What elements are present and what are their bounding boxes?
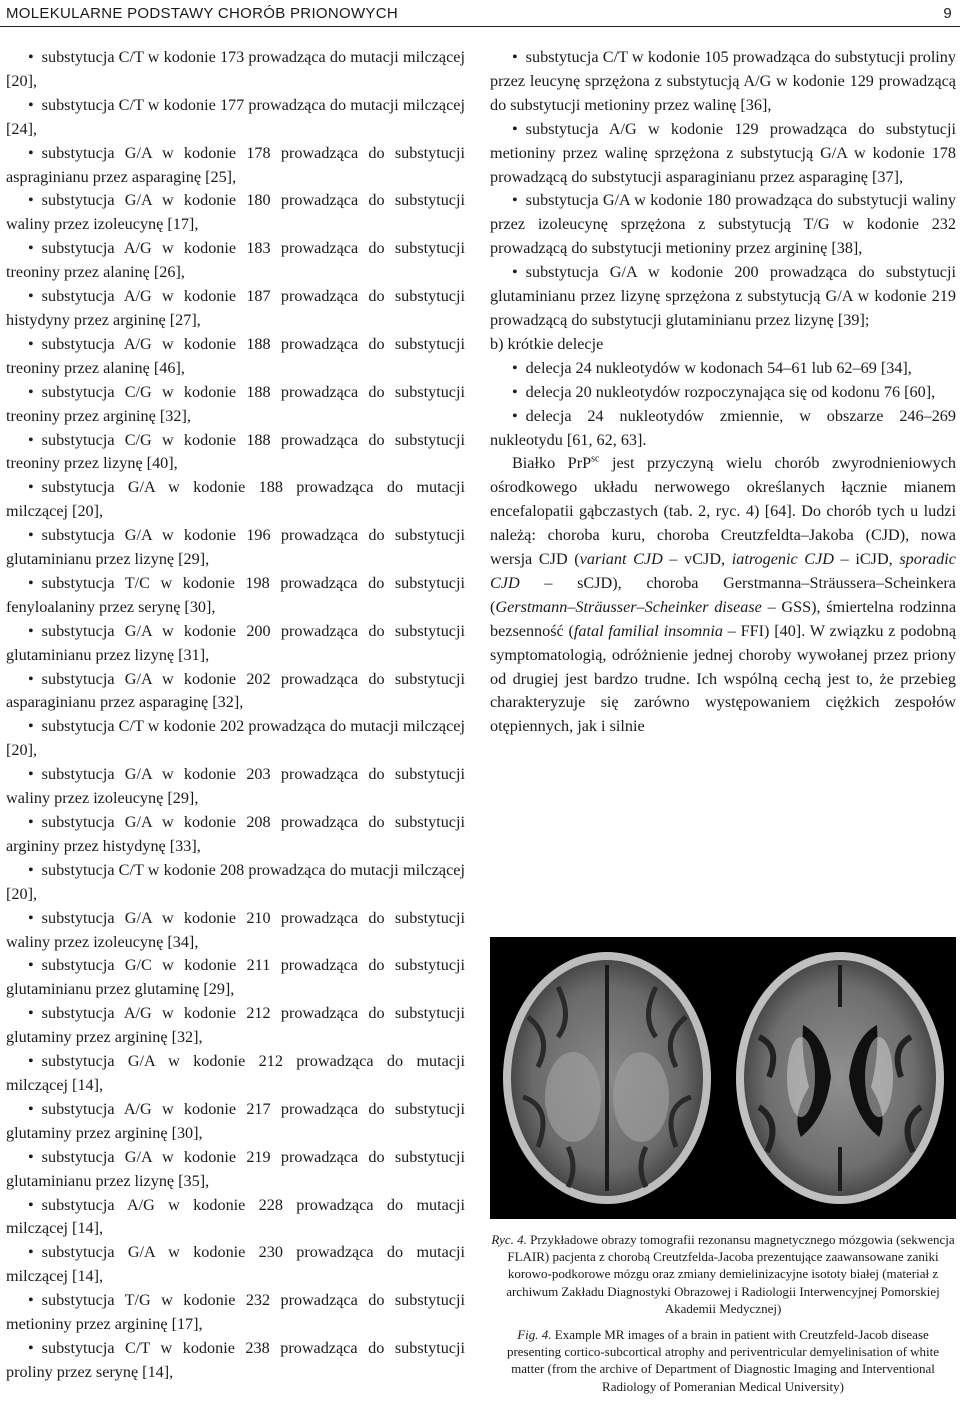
mutation-item: • substytucja G/A w kodonie 210 prowadząca do substytucji waliny przez izoleucynę [34], [6,907,465,955]
mutation-item: • substytucja A/G w kodonie 187 prowadząca do substytucji histydyny przez argininę [27], [6,285,465,333]
body-paragraph: Białko PrP$^{sc}$ jest przyczyną wielu chorób zwyrodnieniowych ośrodkowego układu nerwowego określanych łącznie mianem encefalopatii gąbczastych (tab. 2, ryc. 4) [64]. Do chorób tych u ludzi należą: choroba kuru, choroba Creutzfeldta–Jakoba (CJD), nowa wersja CJD (variant CJD – vCJD, iatrogenic CJD – iCJD, sporadic CJD – sCJD), choroba Gerstmanna–Sträussera–Scheinkera (Gerstmann–Sträusser–Scheinker disease – GSS), śmiertelna rodzinna bezsenność (fatal familial insomnia – FFI) [40]. W związku z podobną symptomatologią, odróżnienie jednej choroby wywołanej przez priony od drugiej jest bardzo trudne. Ich wspólną cechą jest to, że przebieg charakteryzuje się zarówno występowaniem ciężkich zespołów otępiennych, jak i silnie [490,454,957,736]
mutation-item: • substytucja A/G w kodonie 212 prowadząca do substytucji glutaminy przez argininę [32], [6,1002,465,1050]
mutation-item: • substytucja C/T w kodonie 202 prowadząca do mutacji milczącej [20], [6,715,465,763]
mutation-item: • substytucja G/A w kodonie 200 prowadząca do substytucji glutaminianu przez lizynę sprzężona z substytucją G/A w kodonie 219 prowadzącą do substytucji glutaminianu przez lizynę [39]; [490,261,956,333]
mutation-item: • substytucja A/G w kodonie 188 prowadząca do substytucji treoniny przez alaninę [46], [6,333,465,381]
mutation-item: • substytucja G/A w kodonie 188 prowadząca do mutacji milczącej [20], [6,476,465,524]
mutation-item: • substytucja C/T w kodonie 208 prowadząca do mutacji milczącej [20], [6,859,465,907]
mutation-item: • substytucja G/A w kodonie 180 prowadząca do substytucji waliny przez izoleucynę sprzężona z substytucją T/G w kodonie 232 prowadzącą do substytucji metioniny przez argininę [38], [490,189,956,261]
mutation-item: • substytucja G/A w kodonie 208 prowadząca do substytucji argininy przez histydynę [33], [6,811,465,859]
mutation-item: • substytucja G/A w kodonie 219 prowadząca do substytucji glutaminianu przez lizynę [35], [6,1146,465,1194]
figure-caption-en: Fig. 4. Example MR images of a brain in patient with Creutzfeld-Jacob disease presenting cortico-subcortical atrophy and periventricular demyelinisation of white matter (from the archive of Department of Diagnostic Imaging and Interventional Radiology of Pomeranian Medical University) [506,1327,940,1394]
mutation-item: • substytucja G/A w kodonie 230 prowadząca do mutacji milczącej [14], [6,1241,465,1289]
deletion-item: • delecja 24 nukleotydów zmiennie, w obszarze 246–269 nukleotydu [61, 62, 63]. [490,405,956,453]
mutation-item: • substytucja G/C w kodonie 211 prowadząca do substytucji glutaminianu przez glutaminę [29], [6,954,465,1002]
right-column [490,46,956,739]
mri-brain-image-2 [731,947,949,1209]
mutation-item: • substytucja C/T w kodonie 173 prowadząca do mutacji milczącej [20], [6,46,465,94]
mutation-item: • substytucja G/A w kodonie 180 prowadząca do substytucji waliny przez izoleucynę [17], [6,189,465,237]
subheading-deletions: b) krótkie delecje [490,334,604,353]
mutation-item: • substytucja G/A w kodonie 212 prowadząca do mutacji milczącej [14], [6,1050,465,1098]
running-header [0,0,960,26]
mutation-item: • substytucja G/A w kodonie 196 prowadząca do substytucji glutaminianu przez lizynę [29], [6,524,465,572]
mutation-item: • substytucja C/T w kodonie 177 prowadząca do mutacji milczącej [24], [6,94,465,142]
mutation-item: • substytucja A/G w kodonie 129 prowadząca do substytucji metioniny przez walinę sprzężona z substytucją G/A w kodonie 178 prowadzącą do substytucji asparaginianu przez asparaginę [37], [490,118,956,190]
left-column [6,46,465,1385]
mri-figure [490,937,956,1219]
mutation-item: • substytucja G/A w kodonie 178 prowadząca do substytucji aspraginianu przez asparaginę [25], [6,142,465,190]
running-title: MOLEKULARNE PODSTAWY CHORÓB PRIONOWYCH [6,5,399,22]
mutation-item: • substytucja A/G w kodonie 228 prowadząca do mutacji milczącej [14], [6,1194,465,1242]
mutation-item: • substytucja C/G w kodonie 188 prowadząca do substytucji treoniny przez argininę [32], [6,381,465,429]
mutation-item: • substytucja C/G w kodonie 188 prowadząca do substytucji treoniny przez lizynę [40], [6,429,465,477]
deletion-item: • delecja 24 nukleotydów w kodonach 54–61 lub 62–69 [34], [490,357,956,381]
mutation-item: • substytucja C/T w kodonie 105 prowadząca do substytucji proliny przez leucynę sprzężona z substytucją A/G w kodonie 129 prowadzącą do substytucji metioniny przez walinę [36], [490,46,956,118]
mutation-item: • substytucja G/A w kodonie 202 prowadząca do substytucji asparaginianu przez asparaginę [32], [6,668,465,716]
mutation-item: • substytucja G/A w kodonie 203 prowadząca do substytucji waliny przez izoleucynę [29], [6,763,465,811]
figure-caption-pl: Ryc. 4. Przykładowe obrazy tomografii rezonansu magnetycznego mózgowia (sekwencja FLAIR) pacjenta z chorobą Creutzfelda-Jacoba prezentujące zaawansowane zaniki korowo-podkorowe mózgu oraz zmiany demielinizacyjne isototy białej (materiał z archiwum Zakładu Diagnostyki Obrazowej i Radiologii Interwencyjnej Pomorskiej Akademii Medycznej) [491,1232,955,1316]
mutation-item: • substytucja T/C w kodonie 198 prowadząca do substytucji fenyloalaniny przez serynę [30], [6,572,465,620]
mri-brain-image-1 [498,947,716,1209]
page-number: 9 [943,5,952,22]
mutation-item: • substytucja A/G w kodonie 183 prowadząca do substytucji treoniny przez alaninę [26], [6,237,465,285]
header-rule [0,26,960,27]
deletion-item: • delecja 20 nukleotydów rozpoczynająca się od kodonu 76 [60], [490,381,956,405]
mutation-item: • substytucja T/G w kodonie 232 prowadząca do substytucji metioniny przez argininę [17], [6,1289,465,1337]
mutation-item: • substytucja C/T w kodonie 238 prowadząca do substytucji proliny przez serynę [14], [6,1337,465,1385]
mutation-item: • substytucja G/A w kodonie 200 prowadząca do substytucji glutaminianu przez lizynę [31], [6,620,465,668]
superscript-sc: sc [591,454,600,466]
mutation-item: • substytucja A/G w kodonie 217 prowadząca do substytucji glutaminy przez argininę [30], [6,1098,465,1146]
